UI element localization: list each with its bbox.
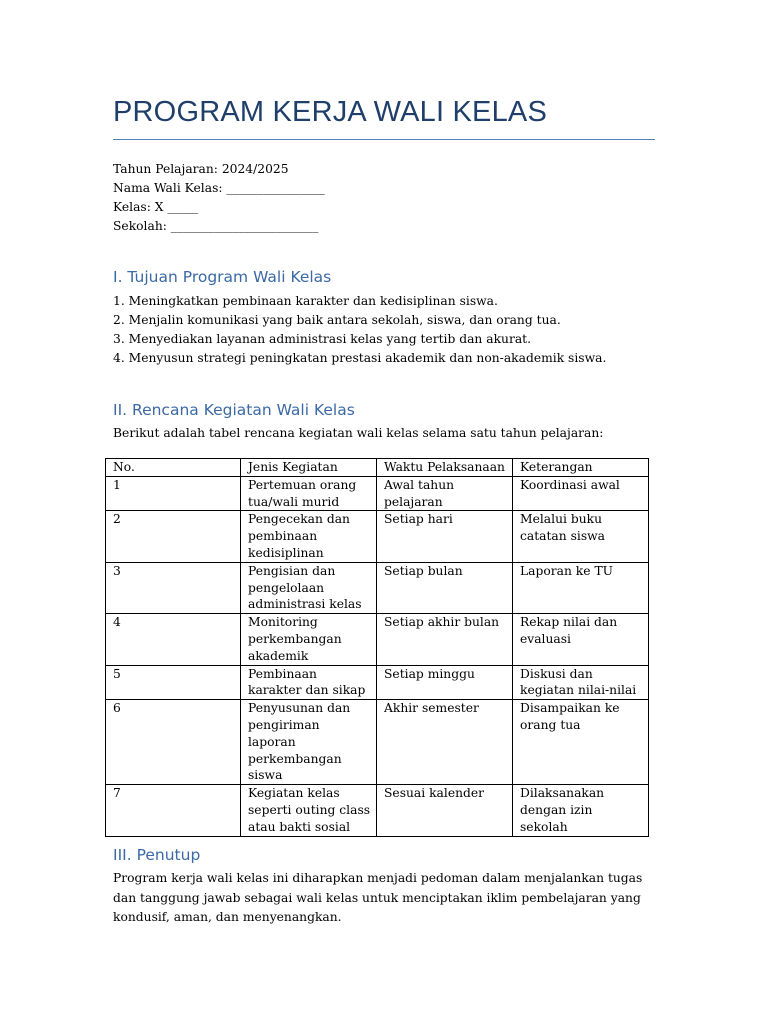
table-row <box>106 562 649 613</box>
document-meta <box>113 160 325 236</box>
table-cell: Akhir semester <box>377 700 513 785</box>
table-cell: 4 <box>106 614 241 665</box>
table-row <box>106 614 649 665</box>
table-cell: Pengecekan dan pembinaan kedisiplinan <box>241 511 377 562</box>
table-cell: Laporan ke TU <box>513 562 649 613</box>
section3-heading: III. Penutup <box>113 846 201 864</box>
section1-heading: I. Tujuan Program Wali Kelas <box>113 268 332 286</box>
table-cell: Sesuai kalender <box>377 785 513 836</box>
table-cell: Koordinasi awal <box>513 476 649 511</box>
list-item: 3. Menyediakan layanan administrasi kelas yang tertib dan akurat. <box>113 332 532 346</box>
table-cell: Penyusunan dan pengiriman laporan perkembangan siswa <box>241 700 377 785</box>
table-cell: 1 <box>106 476 241 511</box>
table-cell: Melalui buku catatan siswa <box>513 511 649 562</box>
meta-school-year: Tahun Pelajaran: 2024/2025 <box>113 162 289 176</box>
meta-teacher-name: Nama Wali Kelas: ________________ <box>113 181 325 195</box>
table-cell: Dilaksanakan dengan izin sekolah <box>513 785 649 836</box>
list-item: 1. Meningkatkan pembinaan karakter dan kedisiplinan siswa. <box>113 294 498 308</box>
table-cell: Pengisian dan pengelolaan administrasi kelas <box>241 562 377 613</box>
document-title: PROGRAM KERJA WALI KELAS <box>113 96 548 128</box>
title-divider <box>113 139 655 140</box>
table-cell: 2 <box>106 511 241 562</box>
table-header-row <box>106 459 649 477</box>
activity-plan-table <box>105 458 649 837</box>
table-cell: Pertemuan orang tua/wali murid <box>241 476 377 511</box>
meta-class: Kelas: X _____ <box>113 200 199 214</box>
table-row <box>106 665 649 700</box>
table-cell: Setiap bulan <box>377 562 513 613</box>
table-row <box>106 785 649 836</box>
table-cell: Disampaikan ke orang tua <box>513 700 649 785</box>
table-cell: 3 <box>106 562 241 613</box>
table-cell: Kegiatan kelas seperti outing class atau bakti sosial <box>241 785 377 836</box>
section2-heading: II. Rencana Kegiatan Wali Kelas <box>113 401 355 419</box>
table-row <box>106 511 649 562</box>
table-cell: Setiap minggu <box>377 665 513 700</box>
table-cell: 6 <box>106 700 241 785</box>
table-cell: Monitoring perkembangan akademik <box>241 614 377 665</box>
table-cell: Pembinaan karakter dan sikap <box>241 665 377 700</box>
table-header-cell: Keterangan <box>513 459 649 477</box>
meta-school: Sekolah: ________________________ <box>113 219 319 233</box>
table-header-cell: Jenis Kegiatan <box>241 459 377 477</box>
table-header-cell: No. <box>106 459 241 477</box>
table-cell: Setiap akhir bulan <box>377 614 513 665</box>
list-item: 2. Menjalin komunikasi yang baik antara sekolah, siswa, dan orang tua. <box>113 313 561 327</box>
table-cell: Diskusi dan kegiatan nilai-nilai <box>513 665 649 700</box>
section2-intro: Berikut adalah tabel rencana kegiatan wali kelas selama satu tahun pelajaran: <box>113 426 604 440</box>
table-cell: Rekap nilai dan evaluasi <box>513 614 649 665</box>
objectives-list <box>113 292 606 368</box>
table-row <box>106 476 649 511</box>
table-cell: Awal tahun pelajaran <box>377 476 513 511</box>
closing-paragraph: Program kerja wali kelas ini diharapkan menjadi pedoman dalam menjalankan tugas dan tanggung jawab sebagai wali kelas untuk menciptakan iklim pembelajaran yang kondusif, aman, dan menyenangkan. <box>113 871 643 924</box>
table-cell: Setiap hari <box>377 511 513 562</box>
table-header-cell: Waktu Pelaksanaan <box>377 459 513 477</box>
table-row <box>106 700 649 785</box>
table-cell: 5 <box>106 665 241 700</box>
table-cell: 7 <box>106 785 241 836</box>
list-item: 4. Menyusun strategi peningkatan prestasi akademik dan non-akademik siswa. <box>113 351 607 365</box>
